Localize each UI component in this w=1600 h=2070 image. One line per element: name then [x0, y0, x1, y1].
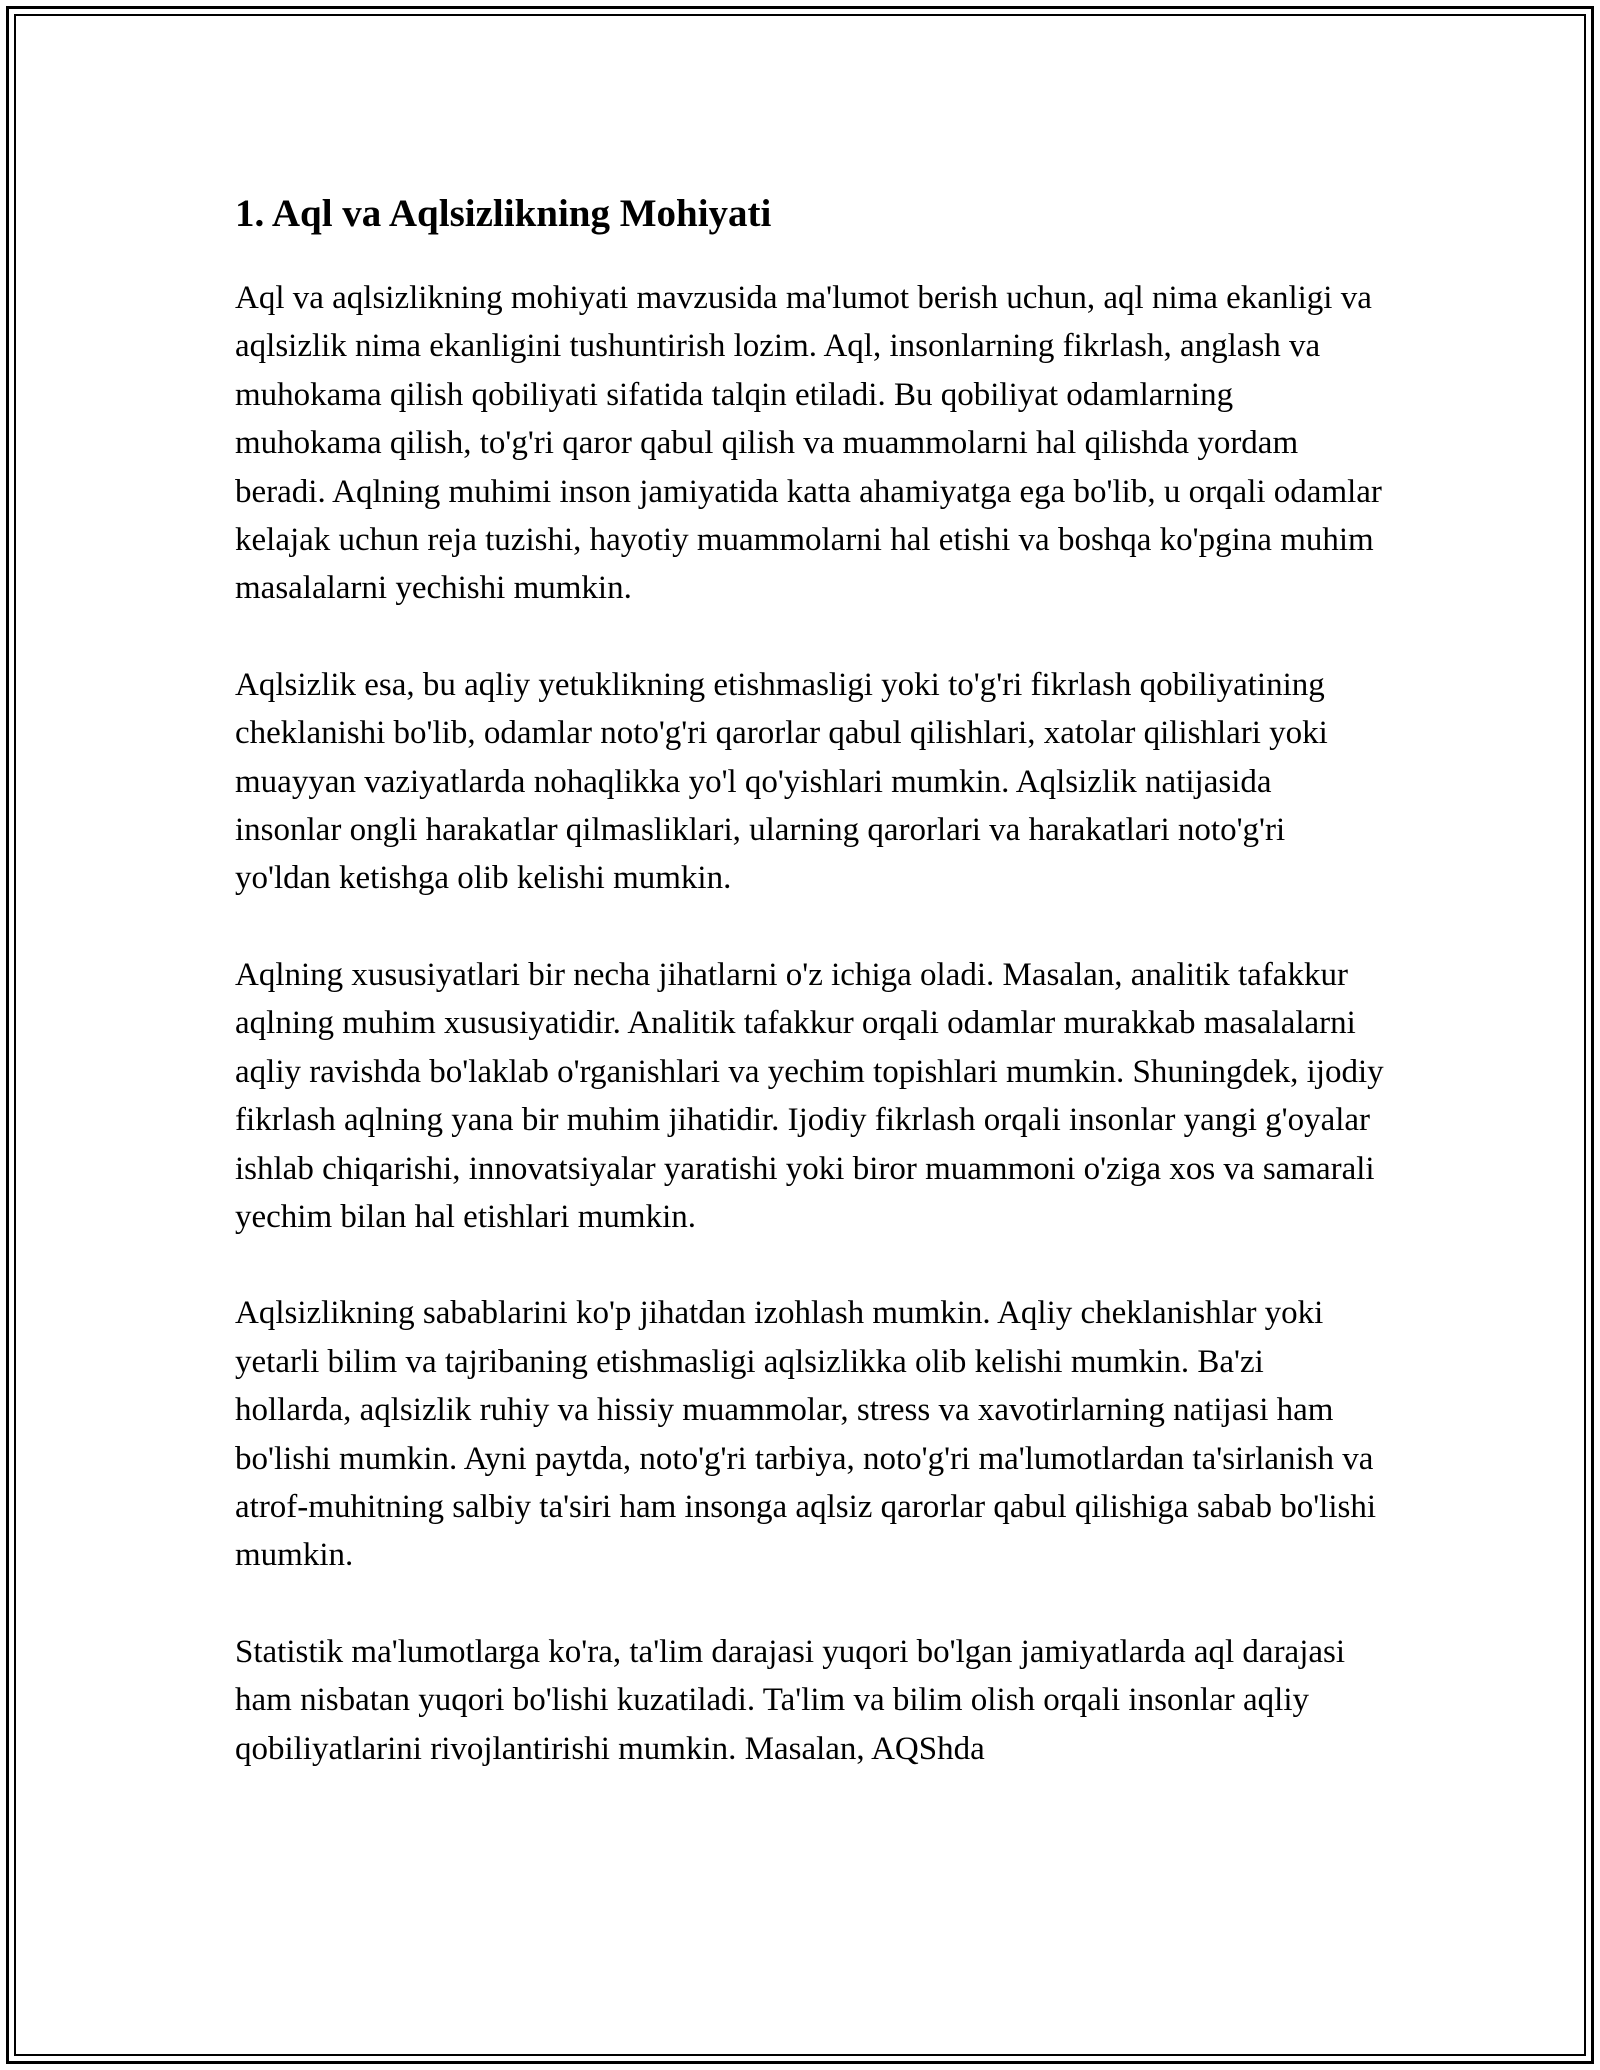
paragraph-3: Aqlning xususiyatlari bir necha jihatlarni o'z ichiga oladi. Masalan, analitik tafakkur aqlning muhim xususiyatidir. Analitik tafakkur orqali odamlar murakkab masalalarni aqliy ravishda bo'laklab o'rganishlari va yechim topishlari mumkin. Shuningdek, ijodiy fikrlash aqlning yana bir muhim jihatidir. Ijodiy fikrlash orqali insonlar yangi g'oyalar ishlab chiqarishi, innovatsiyalar yaratishi yoki biror muammoni o'ziga xos va samarali yechim bilan hal etishlari mumkin. — [235, 956, 1384, 1235]
paragraph-2: Aqlsizlik esa, bu aqliy yetuklikning etishmasligi yoki to'g'ri fikrlash qobiliyatining cheklanishi bo'lib, odamlar noto'g'ri qarorlar qabul qilishlari, xatolar qilishlari yoki muayyan vaziyatlarda nohaqlikka yo'l qo'yishlari mumkin. Aqlsizlik natijasida insonlar ongli harakatlar qilmasliklari, ularning qarorlari va harakatlari noto'g'ri yo'ldan ketishga olib kelishi mumkin. — [235, 666, 1328, 897]
section-heading: 1. Aql va Aqlsizlikning Mohiyati — [235, 192, 772, 235]
paragraph-4: Aqlsizlikning sabablarini ko'p jihatdan izohlash mumkin. Aqliy cheklanishlar yoki yetarli bilim va tajribaning etishmasligi aqlsizlikka olib kelishi mumkin. Ba'zi hollarda, aqlsizlik ruhiy va hissiy muammolar, stress va xavotirlarning natijasi ham bo'lishi mumkin. Ayni paytda, noto'g'ri tarbiya, noto'g'ri ma'lumotlardan ta'sirlanish va atrof-muhitning salbiy ta'siri ham insonga aqlsiz qarorlar qabul qilishiga sabab bo'lishi mumkin. — [235, 1295, 1376, 1574]
paragraph-5: Statistik ma'lumotlarga ko'ra, ta'lim darajasi yuqori bo'lgan jamiyatlarda aql darajasi ham nisbatan yuqori bo'lishi kuzatiladi. Ta'lim va bilim olish orqali insonlar aqliy qobiliyatlarini rivojlantirishi mumkin. Masalan, AQShda — [235, 1633, 1346, 1767]
paragraph-1: Aql va aqlsizlikning mohiyati mavzusida ma'lumot berish uchun, aql nima ekanligi va aqlsizlik nima ekanligini tushuntirish lozim. Aql, insonlarning fikrlash, anglash va muhokama qilish qobiliyati sifatida talqin etiladi. Bu qobiliyat odamlarning muhokama qilish, to'g'ri qaror qabul qilish va muammolarni hal qilishda yordam beradi. Aqlning muhimi inson jamiyatida katta ahamiyatga ega bo'lib, u orqali odamlar kelajak uchun reja tuzishi, hayotiy muammolarni hal etishi va boshqa ko'pgina muhim masalalarni yechishi mumkin. — [235, 280, 1382, 607]
document-body — [235, 182, 1385, 1821]
